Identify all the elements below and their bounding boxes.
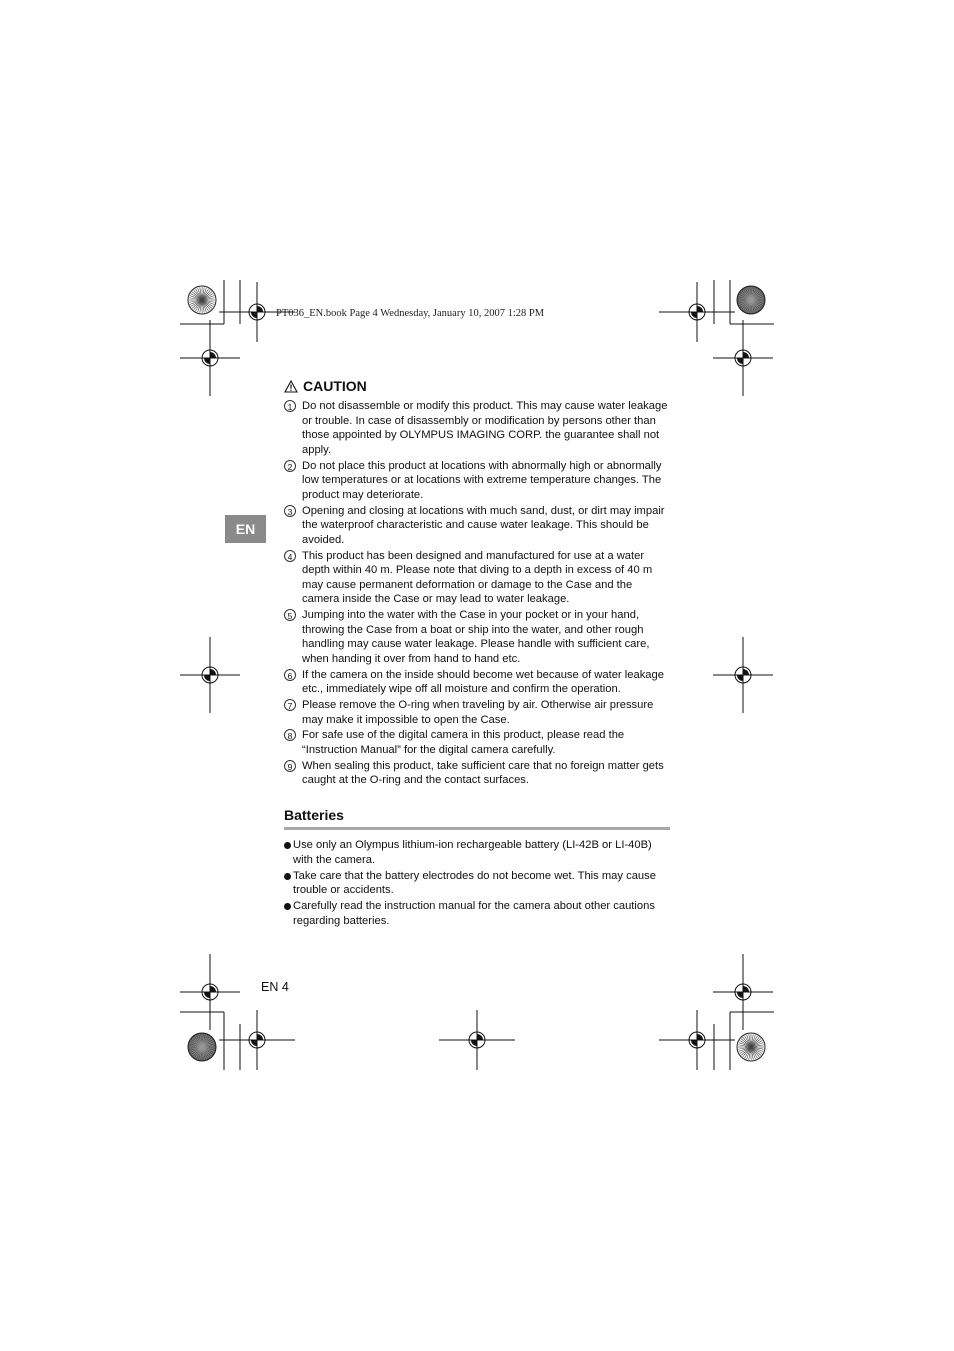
item-number: 3 <box>284 505 296 517</box>
bullet-icon <box>284 903 291 910</box>
item-number: 2 <box>284 460 296 472</box>
caution-item-text: Do not disassemble or modify this product. This may cause water leakage or trouble. In case of disassembly or modification by persons other than those appointed by OLYMPUS IMAGING CORP. the guarantee shall not apply. <box>302 400 668 456</box>
caution-item <box>284 608 670 666</box>
item-number: 1 <box>284 400 296 412</box>
registration-target-icon <box>659 282 735 342</box>
battery-note <box>284 838 670 867</box>
registration-target-icon <box>713 954 773 1030</box>
caution-item <box>284 399 670 457</box>
item-number: 6 <box>284 669 296 681</box>
page-number: EN 4 <box>261 980 289 994</box>
language-tab: EN <box>225 515 266 543</box>
registration-target-icon <box>659 1010 735 1070</box>
page-content <box>284 378 670 930</box>
registration-target-icon <box>219 1010 295 1070</box>
print-slug-header: PT036_EN.book Page 4 Wednesday, January 10, 2007 1:28 PM <box>276 308 545 319</box>
item-number: 9 <box>284 760 296 772</box>
registration-target-icon <box>180 320 240 396</box>
registration-target-icon <box>180 637 240 713</box>
caution-item-text: Please remove the O-ring when traveling by air. Otherwise air pressure may make it impossible to open the Case. <box>302 699 654 726</box>
bullet-icon <box>284 842 291 849</box>
registration-target-icon <box>180 954 240 1030</box>
caution-item <box>284 759 670 788</box>
battery-note-text: Carefully read the instruction manual for the camera about other cautions regarding batteries. <box>293 900 655 927</box>
registration-target-icon <box>439 1010 515 1070</box>
color-star-target-icon <box>188 286 216 314</box>
battery-note <box>284 899 670 928</box>
caution-title: CAUTION <box>303 378 367 394</box>
bullet-icon <box>284 873 291 880</box>
battery-note-text: Use only an Olympus lithium-ion rechargeable battery (LI-42B or LI-40B) with the camera. <box>293 838 652 866</box>
caution-item-text: Jumping into the water with the Case in your pocket or in your hand, throwing the Case from a boat or ship into the water, and other rough handling may cause water leakage. Please handle with sufficient care, when handing it over from hand to hand etc. <box>302 609 650 665</box>
item-number: 4 <box>284 550 296 562</box>
battery-note-text: Take care that the battery electrodes do not become wet. This may cause trouble or accidents. <box>293 869 656 897</box>
caution-item-text: When sealing this product, take sufficient care that no foreign matter gets caught at the O-ring and the contact surfaces. <box>302 759 664 787</box>
color-star-target-icon <box>737 1033 765 1061</box>
caution-item-text: For safe use of the digital camera in this product, please read the “Instruction Manual” for the digital camera carefully. <box>302 729 625 756</box>
caution-item <box>284 549 670 607</box>
battery-note <box>284 869 670 898</box>
caution-item <box>284 728 670 757</box>
caution-item-text: If the camera on the inside should become wet because of water leakage etc., immediately wipe off all moisture and confirm the operation. <box>302 668 664 696</box>
caution-item <box>284 504 670 548</box>
caution-heading <box>284 378 670 394</box>
item-number: 5 <box>284 609 296 621</box>
color-star-target-icon <box>737 286 765 314</box>
color-star-target-icon <box>188 1033 216 1061</box>
item-number: 7 <box>284 699 296 711</box>
caution-item-text: This product has been designed and manufactured for use at a water depth within 40 m. Please note that diving to a depth in excess of 40 m may cause permanent deformation or damage to the Case and the camera inside the Case or may lead to water leakage. <box>302 549 653 606</box>
caution-item-text: Do not place this product at locations with abnormally high or abnormally low temperatures or at locations with extreme temperature changes. The product may deteriorate. <box>302 459 662 501</box>
caution-item <box>284 668 670 697</box>
registration-target-icon <box>713 320 773 396</box>
batteries-heading: Batteries <box>284 807 670 830</box>
caution-list <box>284 399 670 788</box>
item-number: 8 <box>284 729 296 741</box>
registration-target-icon <box>713 637 773 713</box>
caution-item <box>284 698 670 727</box>
caution-item <box>284 459 670 503</box>
warning-triangle-icon <box>284 380 298 393</box>
caution-item-text: Opening and closing at locations with much sand, dust, or dirt may impair the waterproof characteristic and cause water leakage. This should be avoided. <box>302 504 665 546</box>
batteries-list <box>284 838 670 929</box>
